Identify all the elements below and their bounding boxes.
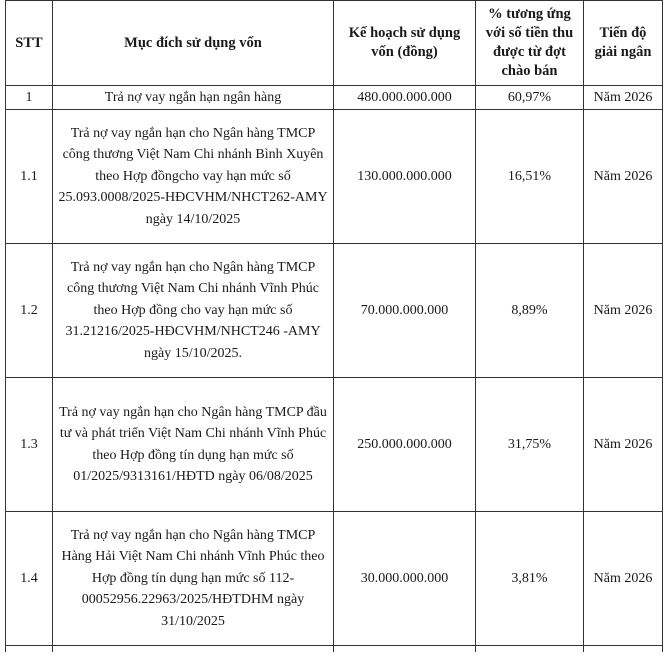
table-row — [6, 378, 663, 512]
cell-purpose: Trả nợ vay ngắn hạn cho Ngân hàng TMCP công thương Việt Nam Chi nhánh Vĩnh Phúc theo Hợp đồng cho vay hạn mức số 31.21216/2025-HĐCVHM/NHCT246 -AMY ngày 15/10/2025. — [53, 244, 334, 378]
cell-percent: 3,81% — [476, 512, 584, 646]
cell-progress: Năm 2026 — [584, 378, 663, 512]
table-row — [6, 512, 663, 646]
cell-plan: 30.000.000.000 — [334, 512, 476, 646]
cell-progress: Năm 2026 — [584, 512, 663, 646]
cell-percent: 16,51% — [476, 110, 584, 244]
table-row — [6, 86, 663, 110]
header-percent: % tương ứng với số tiền thu được từ đợt chào bán — [476, 1, 584, 86]
cell-progress: Năm 2026 — [584, 110, 663, 244]
cell-progress: Năm 2026 — [584, 86, 663, 110]
cell-cutoff — [476, 646, 584, 653]
cell-stt: 1 — [6, 86, 53, 110]
cell-stt: 1.3 — [6, 378, 53, 512]
table-row — [6, 244, 663, 378]
cell-purpose: Trả nợ vay ngắn hạn cho Ngân hàng TMCP đầu tư và phát triển Việt Nam Chi nhánh Vĩnh Phúc theo Hợp đồng tín dụng hạn mức số 01/2025/9313161/HĐTD ngày 06/08/2025 — [53, 378, 334, 512]
cell-percent: 8,89% — [476, 244, 584, 378]
cell-cutoff — [53, 646, 334, 653]
header-purpose: Mục đích sử dụng vốn — [53, 1, 334, 86]
header-progress: Tiến độ giải ngân — [584, 1, 663, 86]
table-row — [6, 110, 663, 244]
cell-percent: 31,75% — [476, 378, 584, 512]
cell-plan: 70.000.000.000 — [334, 244, 476, 378]
cell-purpose: Trả nợ vay ngắn hạn ngân hàng — [53, 86, 334, 110]
table-row-cutoff — [6, 646, 663, 653]
cell-cutoff — [584, 646, 663, 653]
cell-purpose: Trả nợ vay ngắn hạn cho Ngân hàng TMCP Hàng Hải Việt Nam Chi nhánh Vĩnh Phúc theo Hợp đồng tín dụng hạn mức số 112-00052956.22963/2025/HĐTDHM ngày 31/10/2025 — [53, 512, 334, 646]
cell-percent: 60,97% — [476, 86, 584, 110]
cell-progress: Năm 2026 — [584, 244, 663, 378]
cell-cutoff — [6, 646, 53, 653]
cell-purpose: Trả nợ vay ngắn hạn cho Ngân hàng TMCP công thương Việt Nam Chi nhánh Bình Xuyên theo Hợp đồngcho vay hạn mức số 25.093.0008/2025-HĐCVHM/NHCT262-AMY ngày 14/10/2025 — [53, 110, 334, 244]
header-stt: STT — [6, 1, 53, 86]
cell-stt: 1.2 — [6, 244, 53, 378]
capital-use-table — [5, 0, 663, 652]
cell-stt: 1.1 — [6, 110, 53, 244]
cell-plan: 480.000.000.000 — [334, 86, 476, 110]
cell-cutoff — [334, 646, 476, 653]
header-plan: Kế hoạch sử dụng vốn (đồng) — [334, 1, 476, 86]
cell-plan: 250.000.000.000 — [334, 378, 476, 512]
cell-plan: 130.000.000.000 — [334, 110, 476, 244]
table-header-row — [6, 1, 663, 86]
cell-stt: 1.4 — [6, 512, 53, 646]
